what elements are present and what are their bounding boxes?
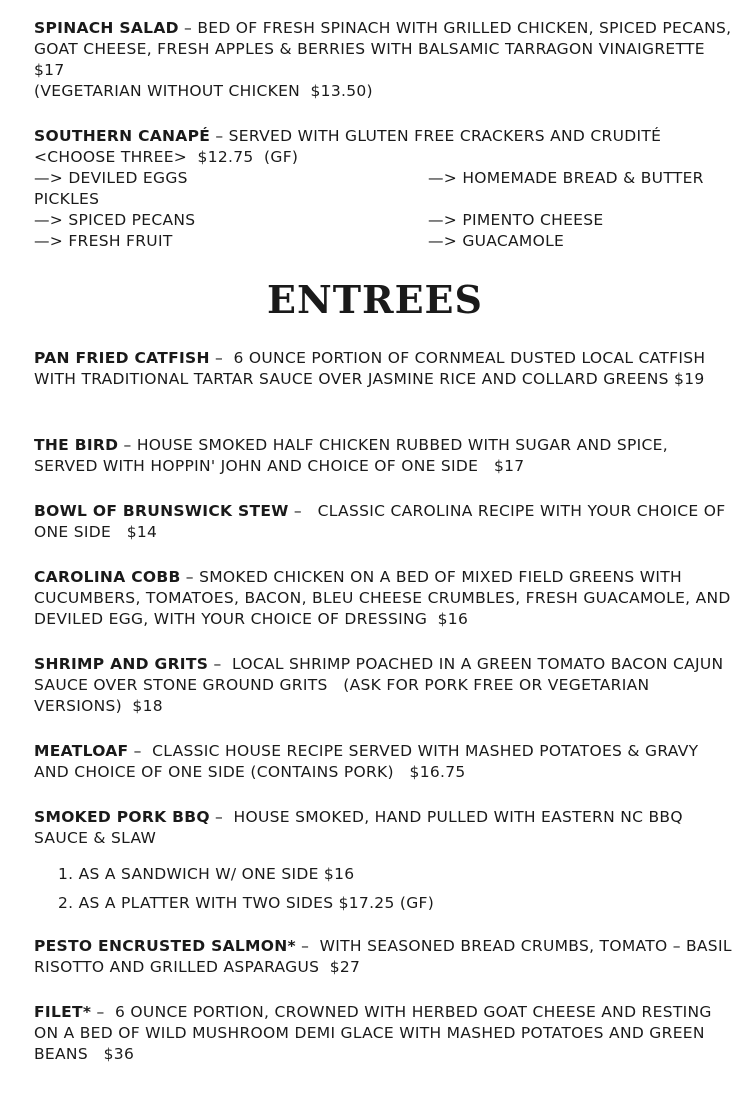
menu-item-brunswick-stew — [34, 501, 734, 543]
item-name: FILET* — [34, 1003, 92, 1021]
menu-item-meatloaf — [34, 741, 734, 783]
item-description: – WITH SEASONED BREAD CRUMBS, TOMATO – BASIL RISOTTO AND GRILLED ASPARAGUS $27 — [34, 937, 737, 976]
item-name: SHRIMP AND GRITS — [34, 655, 209, 673]
item-name: SMOKED PORK BBQ — [34, 808, 210, 826]
menu-item-carolina-cobb — [34, 567, 734, 630]
item-description: – LOCAL SHRIMP POACHED IN A GREEN TOMATO BACON CAJUN SAUCE OVER STONE GROUND GRITS (ASK FOR PORK FREE OR VEGETARIAN VERSIONS) $18 — [34, 655, 729, 715]
menu-item-smoked-pork-bbq — [34, 807, 734, 849]
menu-item-shrimp-and-grits — [34, 654, 734, 717]
item-note: (VEGETARIAN WITHOUT CHICKEN $13.50) — [34, 82, 373, 100]
menu-item-pesto-salmon — [34, 936, 737, 978]
item-description: – CLASSIC HOUSE RECIPE SERVED WITH MASHED POTATOES & GRAVY AND CHOICE OF ONE SIDE (CONTAINS PORK) $16.75 — [34, 742, 704, 781]
item-name: MEATLOAF — [34, 742, 129, 760]
item-name: SPINACH SALAD — [34, 19, 179, 37]
menu-item-southern-canape — [34, 126, 734, 168]
bbq-option-sandwich: 1. AS A SANDWICH W/ ONE SIDE $16 — [58, 865, 355, 883]
item-description: – SMOKED CHICKEN ON A BED OF MIXED FIELD GREENS WITH CUCUMBERS, TOMATOES, BACON, BLEU CHEESE CRUMBLES, FRESH GUACAMOLE, AND DEVILED EGG, WITH YOUR CHOICE OF DRESSING $16 — [34, 568, 736, 628]
section-heading-entrees: ENTREES — [267, 277, 483, 322]
canape-option: —> DEVILED EGGS — [34, 169, 188, 187]
item-name: PESTO ENCRUSTED SALMON* — [34, 937, 296, 955]
item-description: – HOUSE SMOKED, HAND PULLED WITH EASTERN NC BBQ SAUCE & SLAW — [34, 808, 689, 847]
item-description: – 6 OUNCE PORTION OF CORNMEAL DUSTED LOCAL CATFISH WITH TRADITIONAL TARTAR SAUCE OVER JASMINE RICE AND COLLARD GREENS $19 — [34, 349, 711, 388]
canape-option: —> PIMENTO CHEESE — [428, 211, 604, 229]
canape-option-continued: PICKLES — [34, 190, 100, 208]
canape-option: —> FRESH FRUIT — [34, 232, 173, 250]
menu-item-spinach-salad — [34, 18, 737, 102]
canape-option: —> SPICED PECANS — [34, 211, 196, 229]
menu-item-the-bird — [34, 435, 734, 477]
menu-item-pan-fried-catfish — [34, 348, 734, 390]
item-name: SOUTHERN CANAPÉ — [34, 127, 211, 145]
item-description: – HOUSE SMOKED HALF CHICKEN RUBBED WITH SUGAR AND SPICE, SERVED WITH HOPPIN' JOHN AND CHOICE OF ONE SIDE $17 — [34, 436, 674, 475]
bbq-option-platter: 2. AS A PLATTER WITH TWO SIDES $17.25 (GF) — [58, 894, 435, 912]
item-name: PAN FRIED CATFISH — [34, 349, 210, 367]
item-name: BOWL OF BRUNSWICK STEW — [34, 502, 289, 520]
item-description: – 6 OUNCE PORTION, CROWNED WITH HERBED GOAT CHEESE AND RESTING ON A BED OF WILD MUSHROOM DEMI GLACE WITH MASHED POTATOES AND GREEN BEANS $36 — [34, 1003, 717, 1063]
canape-option: —> GUACAMOLE — [428, 232, 565, 250]
item-description: – BED OF FRESH SPINACH WITH GRILLED CHICKEN, SPICED PECANS, GOAT CHEESE, FRESH APPLES & BERRIES WITH BALSAMIC TARRAGON VINAIGRETTE $17 — [34, 19, 737, 79]
item-name: THE BIRD — [34, 436, 119, 454]
item-name: CAROLINA COBB — [34, 568, 181, 586]
menu-item-filet — [34, 1002, 734, 1065]
item-description: – SERVED WITH GLUTEN FREE CRACKERS AND CRUDITÉ <CHOOSE THREE> $12.75 (GF) — [34, 127, 667, 166]
canape-option: —> HOMEMADE BREAD & BUTTER — [428, 169, 704, 187]
item-description: – CLASSIC CAROLINA RECIPE WITH YOUR CHOICE OF ONE SIDE $14 — [34, 502, 731, 541]
